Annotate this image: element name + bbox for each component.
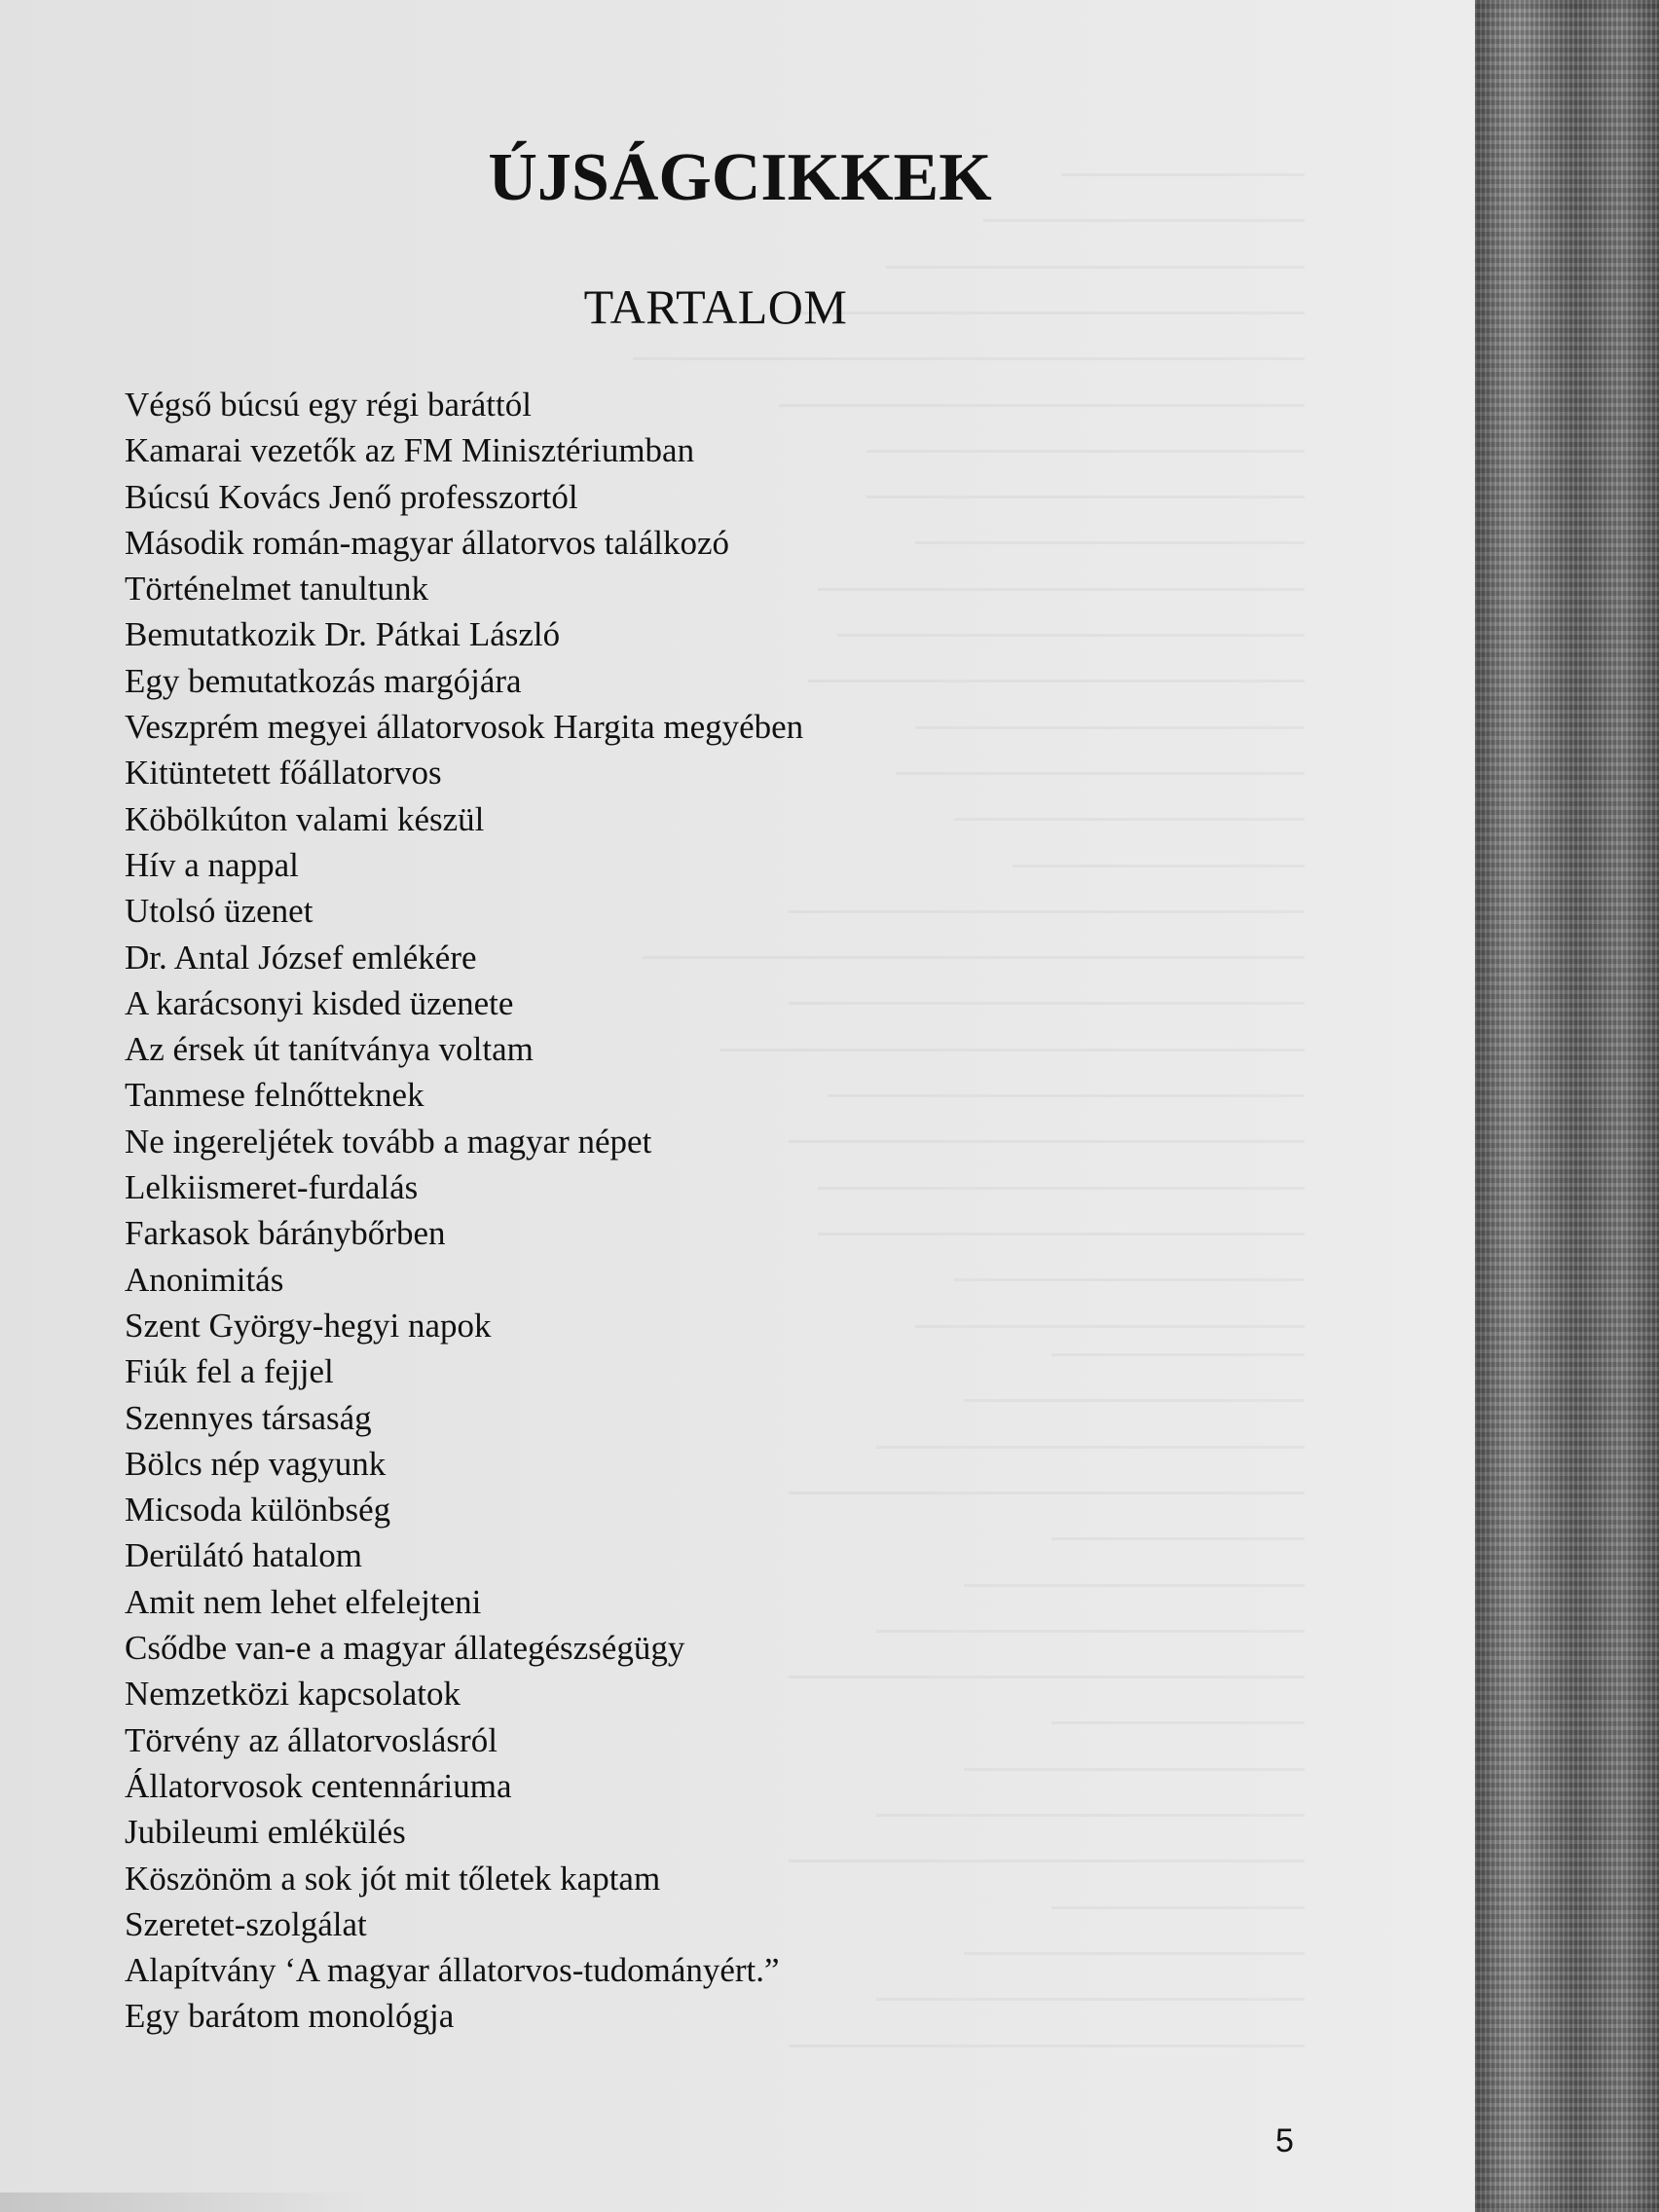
list-item: Jubileumi emlékülés <box>125 1813 406 1852</box>
show-through-line <box>886 266 1305 269</box>
list-item: Köbölkúton valami készül <box>125 799 485 838</box>
list-item: Utolsó üzenet <box>125 892 313 931</box>
list-item: Bölcs nép vagyunk <box>125 1444 387 1483</box>
page-title: ÚJSÁGCIKKEK <box>488 140 992 215</box>
list-item: Végső búcsú egy régi baráttól <box>125 386 532 424</box>
show-through-line <box>633 357 1305 360</box>
list-item: Dr. Antal József emlékére <box>125 938 477 977</box>
list-item: Nemzetközi kapcsolatok <box>125 1675 461 1714</box>
list-item: Búcsú Kovács Jenő professzortól <box>125 477 578 516</box>
list-item: Tanmese felnőtteknek <box>125 1076 424 1115</box>
list-item: Kitüntetett főállatorvos <box>125 754 442 793</box>
list-item: Egy barátom monológja <box>125 1997 455 2036</box>
list-item: Micsoda különbség <box>125 1491 391 1530</box>
bottom-edge-shadow <box>0 2193 370 2212</box>
table-of-contents <box>125 382 1098 2040</box>
list-item: Csődbe van-e a magyar állategészségügy <box>125 1629 685 1668</box>
list-item: Bemutatkozik Dr. Pátkai László <box>125 615 561 654</box>
list-item: Az érsek út tanítványa voltam <box>125 1030 534 1069</box>
list-item: Második román-magyar állatorvos találkozó <box>125 523 730 562</box>
binding-edge <box>1475 0 1659 2212</box>
list-item: Amit nem lehet elfelejteni <box>125 1582 482 1621</box>
list-item: Derülátó hatalom <box>125 1536 362 1575</box>
list-item: Szeretet-szolgálat <box>125 1904 367 1943</box>
list-item: Hív a nappal <box>125 845 299 884</box>
list-item: Ne ingereljétek tovább a magyar népet <box>125 1122 652 1161</box>
list-item: A karácsonyi kisded üzenete <box>125 983 514 1022</box>
list-item: Veszprém megyei állatorvosok Hargita megyében <box>125 708 804 747</box>
list-item: Farkasok báránybőrben <box>125 1214 446 1253</box>
page-number: 5 <box>1275 2122 1294 2159</box>
list-item: Lelkiismeret-furdalás <box>125 1168 419 1207</box>
show-through-line <box>789 2045 1305 2047</box>
list-item: Történelmet tanultunk <box>125 570 428 608</box>
list-item: Állatorvosok centennáriuma <box>125 1766 512 1805</box>
list-item: Egy bemutatkozás margójára <box>125 661 522 700</box>
list-item: Alapítvány ‘A magyar állatorvos-tudományért.” <box>125 1951 780 1990</box>
list-item: Kamarai vezetők az FM Minisztériumban <box>125 431 695 470</box>
list-item: Köszönöm a sok jót mit tőletek kaptam <box>125 1859 661 1898</box>
contents-heading: TARTALOM <box>583 279 848 334</box>
list-item: Törvény az állatorvoslásról <box>125 1720 498 1759</box>
list-item: Anonimitás <box>125 1260 284 1299</box>
list-item: Szent György-hegyi napok <box>125 1306 492 1345</box>
list-item: Szennyes társaság <box>125 1398 372 1437</box>
list-item: Fiúk fel a fejjel <box>125 1352 334 1391</box>
show-through-line <box>983 219 1305 222</box>
